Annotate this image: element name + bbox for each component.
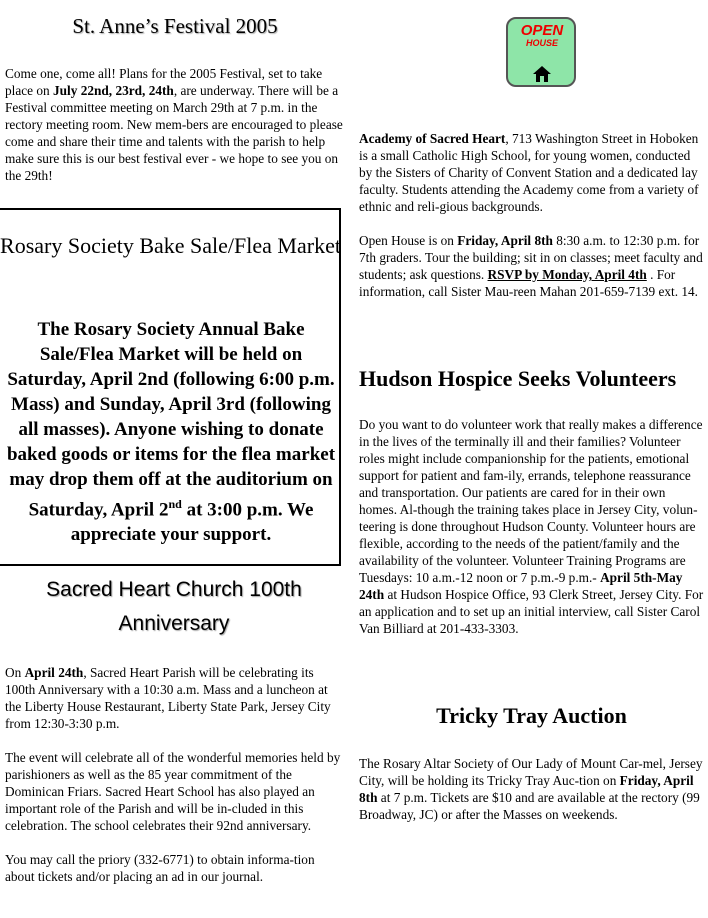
academy-body: [359, 130, 704, 300]
rosary-body: The Rosary Society Annual Bake Sale/Flea Market will be held on Saturday, April 2nd (following 6:00 p.m. Mass) and Sunday, April 3rd (following all masses). Anyone wishing to donate baked goods or items for the flea market may drop them off at the auditorium on Saturday, April 2nd at 3:00 p.m. We appreciate your support.: [6, 319, 336, 546]
hospice-title: Hudson Hospice Seeks Volunteers: [359, 366, 677, 391]
tricky-title: Tricky Tray Auction: [436, 703, 627, 728]
church-title: Sacred Heart Church 100th Anniversary: [46, 578, 302, 635]
academy-paragraph-2: Open House is on Friday, April 8th 8:30 a.m. to 12:30 p.m. for 7th graders. Tour the building; sit in on classes; meet faculty and students; ask questions. RSVP by Monday, April 4th . For information, call Sister Mau-reen Mahan 201-659-7139 ext. 14.: [359, 233, 703, 299]
church-paragraph-2: The event will celebrate all of the wonderful memories held by parishioners as well as the 85 year commitment of the Dominican Friars. Sacred Heart School has also played an important role of the Parish and will be in-cluded in this celebration. The school celebrates their 92nd anniversary.: [5, 750, 341, 833]
festival-dates: July 22nd, 23rd, 24th: [53, 83, 174, 98]
church-body: [5, 664, 345, 885]
rsvp-text: RSVP by Monday, April 4th: [487, 267, 647, 282]
tricky-body: The Rosary Altar Society of Our Lady of Mount Car-mel, Jersey City, will be holding its Tricky Tray Auc-tion on Friday, April 8th at 7 p.m. Tickets are $10 and are available at the rectory (99 Broadway, JC) or after the Masses on weekends.: [359, 756, 703, 822]
open-house-label: OPEN HOUSE: [520, 22, 564, 48]
church-paragraph-1: On April 24th, Sacred Heart Parish will be celebrating its 100th Anniversary with a 10:30 a.m. Mass and a luncheon at the Liberty House Restaurant, Liberty State Park, Jersey City from 12:30-3:30 p.m.: [5, 665, 331, 731]
rosary-box: [0, 208, 341, 566]
hospice-body: Do you want to do volunteer work that really makes a difference in the lives of the terminally ill and their families? Volunteer roles might include companionship for the patients, emotional support for patient and fam-ily, errands, telephone reassurance and transportation. Our patients are cared for in their own homes. Al-though the training takes place in Jersey City, volun-teering is done throughout Hudson County. Volunteer hours are flexible, according to the needs of the patient/family and the availability of the volunteer. Volunteer Training Programs are Tuesdays: 10 a.m.-12 noon or 7 p.m.-9 p.m.- April 5th-May 24th at Hudson Hospice Office, 93 Clerk Street, Jersey City. For an application and to set up an initial interview, call Sister Carol Van Billiard at 201-433-3303.: [359, 417, 704, 636]
festival-body: Come one, come all! Plans for the 2005 Festival, set to take place on July 22nd, 23rd, 24th, are underway. There will be a Festival committee meeting on March 29th at 7 p.m. in the rectory meeting room. New mem-bers are encouraged to please come and share their time and talents with the parish to help make sure this is our best festival ever - we hope to see you on the 29th!: [5, 66, 343, 183]
academy-paragraph-1: Academy of Sacred Heart, 713 Washington Street in Hoboken is a small Catholic High School, for young women, conducted by the Sisters of Charity of Convent Station and a dedicated lay faculty. Students attending the Academy come from a variety of ethnic and reli-gious backgrounds.: [359, 131, 699, 214]
open-house-icon: [506, 17, 576, 87]
church-paragraph-3: You may call the priory (332-6771) to obtain informa-tion about tickets and/or placing an ad in our journal.: [5, 852, 315, 884]
rosary-title: Rosary Society Bake Sale/Flea Market: [0, 233, 341, 258]
house-icon: [532, 65, 552, 83]
festival-title: St. Anne’s Festival 2005: [72, 14, 278, 38]
